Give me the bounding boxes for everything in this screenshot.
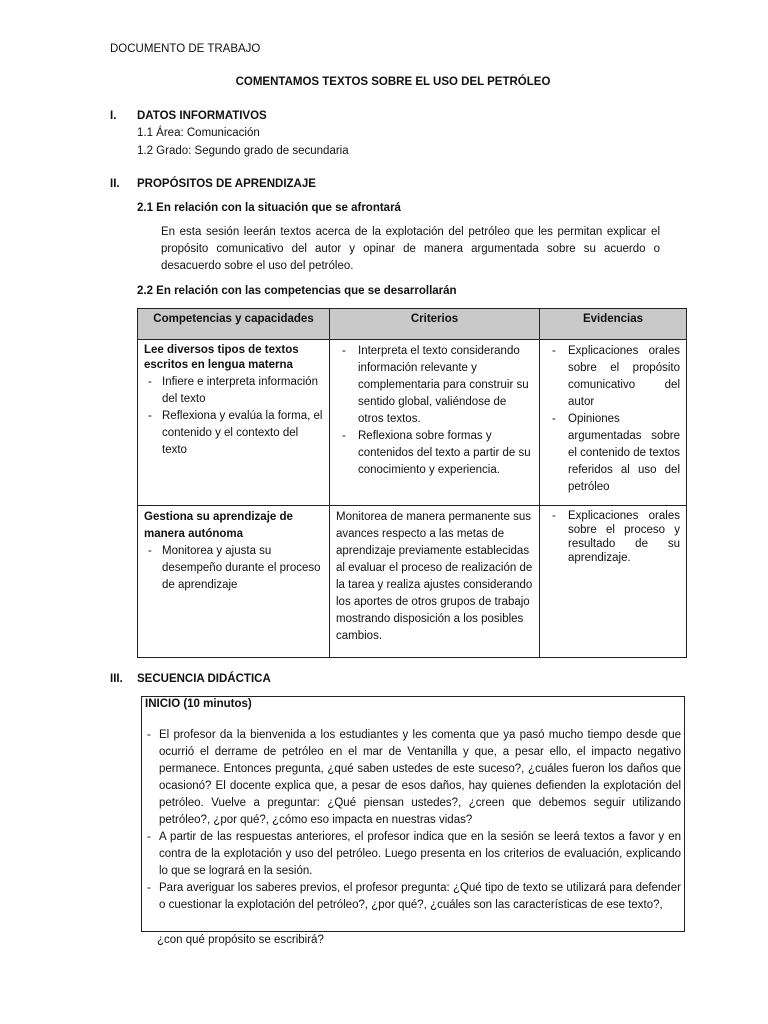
area-item: 1.1 Área: Comunicación (137, 127, 260, 139)
section-1-heading: DATOS INFORMATIVOS (137, 110, 267, 122)
criteria-cell (330, 340, 540, 506)
criterion-text: Monitorea de manera permanente sus avances respecto a las metas de aprendizaje previamente establecidas al evaluar el proceso de realización de la tarea y realiza ajustes considerando los aportes de otros grupos de trabajo mostrando disposición a los posibles cambios. (336, 511, 533, 642)
criterion-item: - Reflexiona sobre formas y contenidos del texto a partir de su conocimiento y experiencia. (336, 428, 533, 479)
capacity-item: - Infiere e interpreta información del texto (144, 374, 323, 408)
section-3-number: III. (110, 673, 123, 685)
grade-item: 1.2 Grado: Segundo grado de secundaria (137, 145, 349, 157)
header-criterios: Criterios (330, 309, 540, 340)
capacity-item: - Monitorea y ajusta su desempeño durante el proceso de aprendizaje (144, 543, 323, 594)
section-2-number: II. (110, 178, 120, 190)
capacity-item: - Reflexiona y evalúa la forma, el contenido y el contexto del texto (144, 408, 323, 459)
table-header-row (138, 309, 687, 340)
section-3-heading: SECUENCIA DIDÁCTICA (137, 673, 271, 685)
list-item: - El profesor da la bienvenida a los estudiantes y les comenta que ya pasó mucho tiempo desde que ocurrió el derrame de petróleo en el mar de Ventanilla y que, a pesar ello, el impacto negativo permanece. Entonces pregunta, ¿qué saben ustedes de este suceso?, ¿cuáles fueron los daños que ocasionó? El docente explica que, a pesar de esos daños, hay quienes defienden la explotación del petróleo. Vuelve a preguntar: ¿Qué piensan ustedes?, ¿creen que debemos seguir utilizando petróleo?, ¿por qué?, ¿cómo eso impacta en nuestras vidas? (145, 727, 681, 829)
evidence-item: - Explicaciones orales sobre el proceso y resultado de su aprendizaje. (546, 509, 680, 565)
evidence-item: - Opiniones argumentadas sobre el contenido de textos referidos al uso del petróleo (546, 411, 680, 496)
document-title: COMENTAMOS TEXTOS SOBRE EL USO DEL PETRÓLEO (235, 76, 551, 88)
section-2-heading: PROPÓSITOS DE APRENDIZAJE (137, 178, 316, 190)
competence-cell (138, 340, 330, 506)
subsection-2-2: 2.2 En relación con las competencias que se desarrollarán (137, 285, 457, 297)
competencies-table (137, 308, 687, 658)
table-row (138, 340, 687, 506)
overflow-line: ¿con qué propósito se escribirá? (157, 934, 324, 946)
list-item: - A partir de las respuestas anteriores, el profesor indica que en la sesión se leerá textos a favor y en contra de la explotación y uso del petróleo. Luego presenta en los criterios de evaluación, explicando lo que se logrará en la sesión. (145, 829, 681, 880)
competence-cell (138, 506, 330, 658)
evidence-item: - Explicaciones orales sobre el propósito comunicativo del autor (546, 343, 680, 411)
situation-paragraph: En esta sesión leerán textos acerca de la explotación del petróleo que les permitan explicar el propósito comunicativo del autor y opinar de manera argumentada sobre su acuerdo o desacuerdo sobre el uso del petróleo. (161, 226, 660, 272)
subsection-2-1: 2.1 En relación con la situación que se afrontará (137, 202, 401, 214)
inicio-title: INICIO (10 minutos) (145, 698, 252, 710)
criterion-item: - Interpreta el texto considerando información relevante y complementaria para construir su sentido global, valiéndose de otros textos. (336, 343, 533, 428)
criteria-cell (330, 506, 540, 658)
document-header: DOCUMENTO DE TRABAJO (110, 43, 261, 55)
list-item: - Para averiguar los saberes previos, el profesor pregunta: ¿Qué tipo de texto se utilizará para defender o cuestionar la explotación del petróleo?, ¿por qué?, ¿cuáles son las características de ese texto?, (145, 880, 681, 914)
competence-title: Gestiona su aprendizaje de manera autónoma (144, 511, 293, 540)
competence-title: Lee diversos tipos de textos escritos en lengua materna (144, 344, 299, 371)
evidence-cell (540, 506, 687, 658)
header-competencias: Competencias y capacidades (138, 309, 330, 340)
section-1-number: I. (110, 110, 117, 122)
inicio-box (141, 696, 685, 932)
evidence-cell (540, 340, 687, 506)
table-row (138, 506, 687, 658)
header-evidencias: Evidencias (540, 309, 687, 340)
